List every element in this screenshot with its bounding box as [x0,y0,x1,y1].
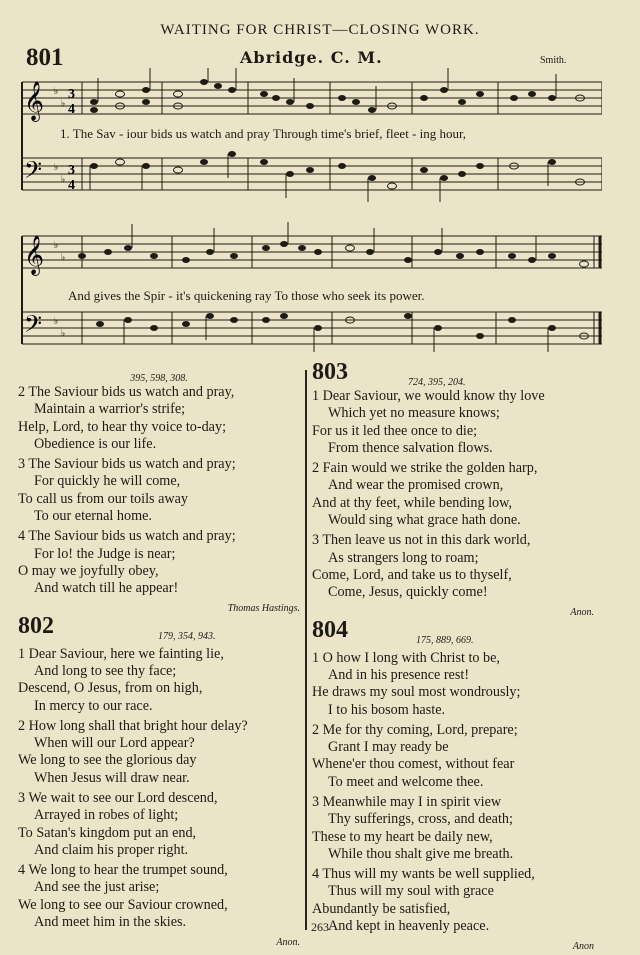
stanza-801-4 [18,528,300,598]
line: Whene'er thou comest, without fear [312,756,515,773]
line: And watch till he appear! [34,580,179,597]
line: And at thy feet, while bending low, [312,494,513,511]
author-804: Anon [572,940,594,952]
line: 1 O how I long with Christ to be, [312,649,500,666]
line: 3 We wait to see our Lord descend, [18,789,218,806]
svg-text:♭: ♭ [54,317,59,327]
line: 2 Fain would we strike the golden harp, [312,460,538,477]
refs-804: 175, 889, 669. [416,634,474,646]
running-head: WAITING FOR CHRIST—CLOSING WORK. [160,22,480,38]
column-divider [305,370,307,930]
hymn-number-802: 802 [18,612,54,639]
svg-text:𝄞: 𝄞 [24,81,45,121]
line: And wear the promised crown, [328,477,504,494]
svg-text:♭: ♭ [61,253,66,263]
svg-text:𝄞: 𝄞 [24,235,45,275]
right-column [312,359,594,955]
line: Which yet no measure knows; [328,405,500,422]
line: Arrayed in robes of light; [34,807,179,824]
line: 1 Dear Saviour, we would know thy love [312,388,545,404]
line: Descend, O Jesus, from on high, [18,680,203,697]
composer: Smith. [540,55,567,66]
refs-803: 724, 395, 204. [408,377,466,388]
line: These to my heart be daily new, [312,828,493,845]
svg-text:4: 4 [68,178,75,193]
hymn-804-header [312,616,594,650]
line: And claim his proper right. [34,841,189,858]
hymn-number-801: 801 [26,44,64,71]
line: To Satan's kingdom put an end, [18,824,197,841]
line: O may we joyfully obey, [18,562,159,579]
line: To meet and welcome thee. [328,773,484,790]
svg-text:♭: ♭ [54,163,59,173]
line: Maintain a warrior's strife; [34,401,186,418]
line: Grant I may ready be [328,739,449,756]
line: Thy sufferings, cross, and death; [328,811,513,828]
line: We long to see the glorious day [18,752,197,769]
author-802: Anon. [276,936,300,948]
line: 2 Me for thy coming, Lord, prepare; [312,721,518,738]
line: 3 Then leave us not in this dark world, [312,532,531,549]
stanza-802-1 [18,646,300,716]
line: When Jesus will draw near. [34,769,190,786]
line: Thus will my soul with grace [328,883,494,900]
stanza-804-2 [312,722,594,792]
stanza-803-2 [312,460,594,530]
line: And long to see thy face; [34,662,177,679]
line: He draws my soul most wondrously; [312,684,521,701]
hymn-number-803: 803 [312,359,348,385]
refs-801: 395, 598, 308. [130,373,188,384]
refs-802: 179, 354, 943. [158,630,216,642]
svg-text:♭: ♭ [54,241,59,251]
line: Would sing what grace hath done. [328,512,521,529]
stanza-801-3 [18,456,300,526]
tune-title: Abridge. C. M. [240,48,383,67]
line: 3 The Saviour bids us watch and pray; [18,456,236,473]
stanza-803-1 [312,388,594,458]
line: Come, Jesus, quickly come! [328,584,488,601]
line: Abundantly be satisfied, [312,900,451,917]
page-number: 263 [311,920,329,934]
stanza-804-1 [312,650,594,720]
line: And see the just arise; [34,879,160,896]
line: 2 How long shall that bright hour delay? [18,717,248,734]
line: When will our Lord appear? [34,735,195,752]
lyrics-line-2: And gives the Spir - it's quickening ray To those who seek its power. [68,288,425,303]
line: For quickly he will come, [34,473,181,490]
line: To our eternal home. [34,508,152,525]
svg-text:𝄢: 𝄢 [24,310,43,343]
stanza-801-2 [18,384,300,454]
line: 2 The Saviour bids us watch and pray, [18,384,235,400]
stanza-804-3 [312,794,594,864]
svg-text:𝄢: 𝄢 [24,156,43,189]
left-column [18,370,300,951]
hymn-802-header [18,612,300,646]
line: Obedience is our life. [34,436,157,453]
svg-text:♭: ♭ [61,99,66,109]
stanza-802-3 [18,790,300,860]
line: 1 Dear Saviour, here we fainting lie, [18,645,224,662]
line: 4 The Saviour bids us watch and pray; [18,528,236,545]
line: To call us from our toils away [18,490,189,507]
svg-text:3: 3 [68,87,75,102]
line: We long to see our Saviour crowned, [18,896,228,913]
line: 3 Meanwhile may I in spirit view [312,793,502,810]
svg-text:♭: ♭ [61,329,66,339]
line: 4 Thus will my wants be well supplied, [312,865,535,882]
hymn-number-804: 804 [312,616,348,643]
line: I to his bosom haste. [328,701,446,718]
author-803: Anon. [570,607,594,619]
line: And in his presence rest! [328,666,470,683]
line: For us it led thee once to die; [312,422,478,439]
line: 4 We long to hear the trumpet sound, [18,861,228,878]
hymn-803-header [312,359,594,388]
line: From thence salvation flows. [328,440,493,457]
line: And meet him in the skies. [34,913,187,930]
svg-text:4: 4 [68,102,75,117]
line: Help, Lord, to hear thy voice to-day; [18,418,227,435]
svg-text:♭: ♭ [61,175,66,185]
line: As strangers long to roam; [328,549,479,566]
svg-text:3: 3 [68,163,75,178]
svg-text:♭: ♭ [54,87,59,97]
lyrics-line-1: 1. The Sav - iour bids us watch and pray Through time's brief, fleet - ing hour, [60,126,467,141]
line: And kept in heavenly peace. [328,917,490,934]
author-801: Thomas Hastings. [227,603,300,615]
line: Come, Lord, and take us to thyself, [312,566,512,583]
line: For lo! the Judge is near; [34,545,176,562]
line: While thou shalt give me breath. [328,845,514,862]
stanza-803-3 [312,532,594,602]
stanza-802-2 [18,718,300,788]
line: In mercy to our race. [34,697,153,714]
